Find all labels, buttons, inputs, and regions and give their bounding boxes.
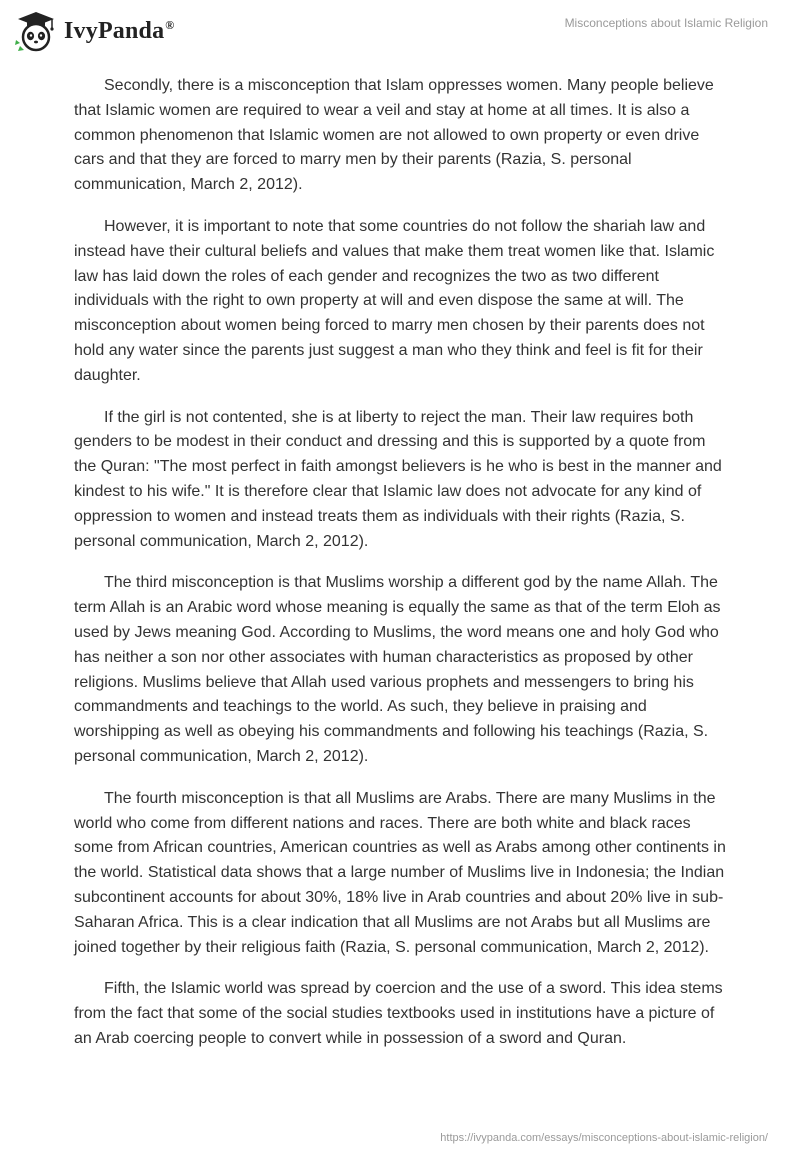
document-title: Misconceptions about Islamic Religion — [564, 16, 768, 30]
source-url[interactable]: https://ivypanda.com/essays/misconceptions-about-islamic-religion/ — [440, 1132, 768, 1144]
paragraph: However, it is important to note that some countries do not follow the shariah law and instead have their cultural beliefs and values that make them treat women like that. Islamic law has laid down the roles of each gender and recognizes the two as two different individuals with the right to own property at will and even dispose the same at will. The misconception about women being forced to marry men chosen by their parents does not hold any water since the parents just suggest a man who they think and feel is fit for their daughter. — [74, 217, 715, 384]
paragraph: If the girl is not contented, she is at liberty to reject the man. Their law requires both genders to be modest in their conduct and dressing and this is supported by a quote from the Quran: "The most perfect in faith amongst believers is he who is best in the manner and kindest to his wife." It is therefore clear that Islamic law does not advocate for any kind of oppression to women and instead treats them as individuals with their rights (Razia, S. personal communication, March 2, 2012). — [74, 408, 722, 550]
paragraph: The fourth misconception is that all Muslims are Arabs. There are many Muslims in the world who come from different nations and races. There are both white and black races some from African countries, American countries as well as Arabs among other continents in the world. Statistical data shows that a large number of Muslims live in Indonesia; the Indian subcontinent accounts for about 30%, 18% live in Arab countries and about 20% live in sub-Saharan Africa. This is a clear indication that all Muslims are not Arabs but all Muslims are joined together by their religious faith (Razia, S. personal communication, March 2, 2012). — [74, 789, 726, 956]
registered-mark: ® — [165, 17, 175, 32]
paragraph: The third misconception is that Muslims worship a different god by the name Allah. The term Allah is an Arabic word whose meaning is equally the same as that of the term Eloh as used by Jews meaning God. According to Muslims, the word means one and holy God who has neither a son nor other associates with human characteristics as proposed by other religions. Muslims believe that Allah used various prophets and messengers to bring his commandments and teachings to the world. As such, they believe in praising and worshipping as well as obeying his commandments and following his teachings (Razia, S. personal communication, March 2, 2012). — [74, 574, 721, 765]
paragraph: Fifth, the Islamic world was spread by coercion and the use of a sword. This idea stems from the fact that some of the social studies textbooks used in institutions have a picture of an Arab coercing people to convert while in possession of a sword and Quran. — [74, 980, 723, 1047]
brand-name: IvyPanda® — [64, 17, 175, 44]
logo[interactable] — [14, 10, 174, 52]
essay-body — [74, 74, 726, 1069]
paragraph: Secondly, there is a misconception that Islam oppresses women. Many people believe that Islamic women are required to wear a veil and stay at home at all times. It is also a common phenomenon that Islamic women are not allowed to own property or even drive cars and that they are forced to marry men by their parents (Razia, S. personal communication, March 2, 2012). — [74, 77, 714, 194]
page-header — [0, 0, 800, 64]
panda-logo-icon — [14, 10, 58, 52]
